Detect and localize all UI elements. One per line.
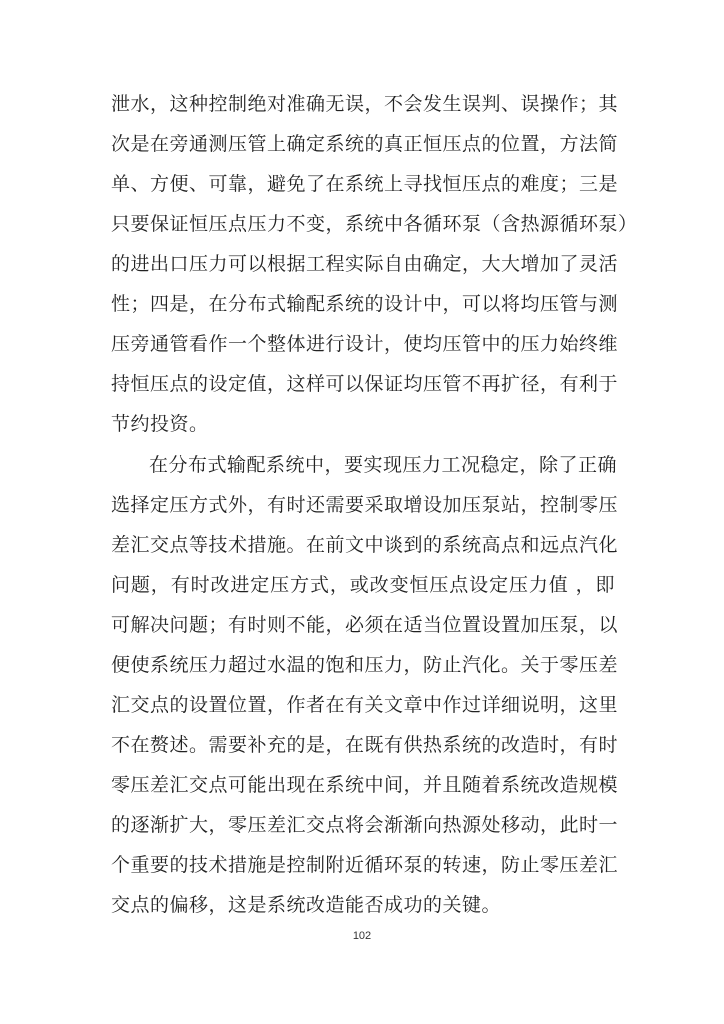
text-line: 不在赘述。需要补充的是，在既有供热系统的改造时，有时: [111, 734, 619, 756]
page-number: 102: [352, 930, 372, 942]
text-line: 问题，有时改进定压方式，或改变恒压点设定压力值 ，即: [111, 574, 615, 596]
text-line: 持恒压点的设定值，这样可以保证均压管不再扩径，有利于: [111, 373, 619, 395]
text-line: 只要保证恒压点压力不变，系统中各循环泵（含热源循环泵）: [111, 213, 638, 235]
text-line: 选择定压方式外，有时还需要采取增设加压泵站，控制零压: [111, 494, 619, 516]
text-line: 节约投资。: [111, 413, 209, 435]
text-line: 便使系统压力超过水温的饱和压力，防止汽化。关于零压差: [111, 654, 619, 676]
text-line: 性；四是，在分布式输配系统的设计中，可以将均压管与测: [111, 293, 619, 315]
text-line: 交点的偏移，这是系统改造能否成功的关键。: [111, 894, 502, 916]
text-line: 差汇交点等技术措施。在前文中谈到的系统高点和远点汽化: [111, 534, 619, 556]
text-line: 的逐渐扩大，零压差汇交点将会渐渐向热源处移动，此时一: [111, 814, 619, 836]
text-line: 在分布式输配系统中，要实现压力工况稳定，除了正确: [149, 454, 618, 476]
text-line: 泄水，这种控制绝对准确无误，不会发生误判、误操作；其: [111, 93, 619, 115]
text-line: 次是在旁通测压管上确定系统的真正恒压点的位置，方法简: [111, 133, 619, 155]
text-line: 压旁通管看作一个整体进行设计，使均压管中的压力始终维: [111, 333, 619, 355]
text-line: 零压差汇交点可能出现在系统中间，并且随着系统改造规模: [111, 774, 619, 796]
text-line: 个重要的技术措施是控制附近循环泵的转速，防止零压差汇: [111, 854, 619, 876]
text-line: 可解决问题；有时则不能，必须在适当位置设置加压泵，以: [111, 614, 619, 636]
text-line: 汇交点的设置位置，作者在有关文章中作过详细说明，这里: [111, 694, 619, 716]
text-line: 的进出口压力可以根据工程实际自由确定，大大增加了灵活: [111, 253, 619, 275]
text-line: 单、方便、可靠，避免了在系统上寻找恒压点的难度；三是: [111, 173, 619, 195]
